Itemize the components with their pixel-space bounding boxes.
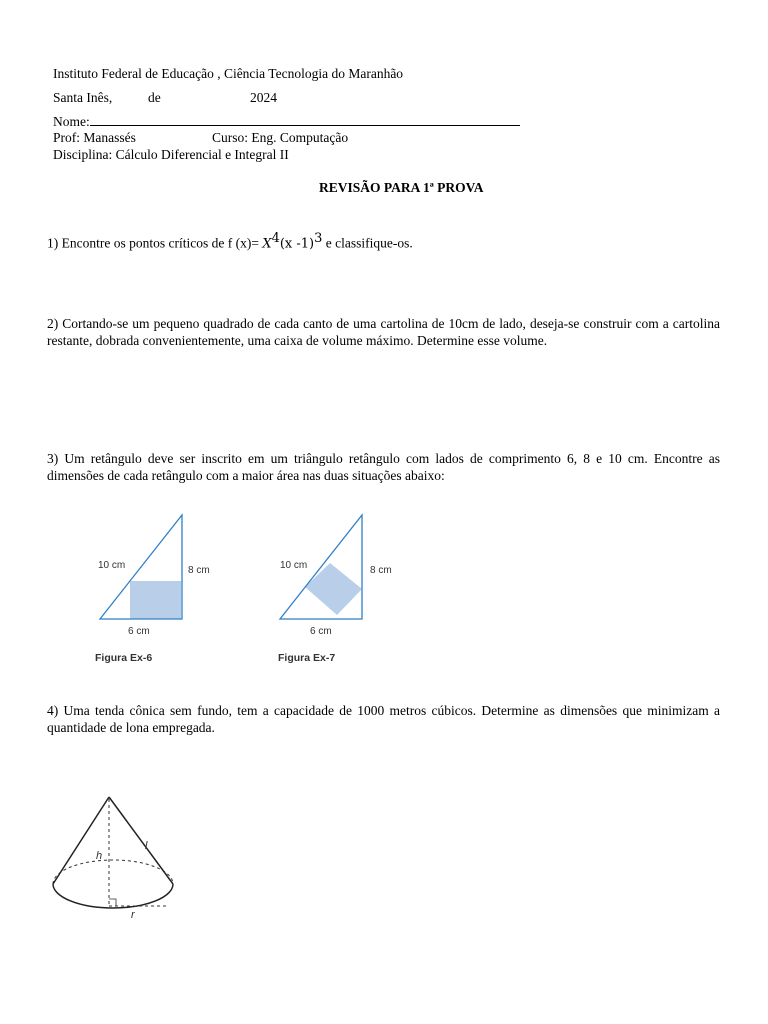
inscribed-rectangle [130, 581, 181, 619]
date-de: de [148, 90, 161, 105]
question-1 [47, 231, 413, 252]
date-year: 2024 [250, 90, 277, 105]
question-1-suffix: e classifique-os. [322, 235, 413, 251]
question-2: 2) Cortando-se um pequeno quadrado de cada canto de uma cartolina de 10cm de lado, deseja-se construir com a cartolina restante, dobrada convenientemente, uma caixa de volume máximo. Determine esse volume. [47, 316, 720, 348]
question-1-mid: (x -1) [279, 236, 315, 252]
right-angle-mark [109, 899, 116, 906]
side-label: 8 cm [188, 565, 210, 576]
cone-right-edge [109, 797, 173, 884]
question-3: 3) Um retângulo deve ser inscrito em um triângulo retângulo com lados de comprimento 6, 8 e 10 cm. Encontre as dimensões de cada retângulo com a maior área nas duas situações abaixo: [47, 451, 720, 483]
side-label: 8 cm [370, 565, 392, 576]
hypotenuse-label: 10 cm [280, 560, 308, 571]
figure-caption: Figura Ex-7 [278, 652, 336, 664]
base-label: 6 cm [310, 626, 332, 637]
institution-name: Instituto Federal de Educação , Ciência Tecnologia do Maranhão [53, 66, 404, 81]
question-1-exp2: 3 [314, 231, 323, 246]
cone-base-back [53, 860, 173, 884]
figure-ex-7 [270, 505, 420, 665]
nome-field[interactable] [53, 113, 520, 130]
radius-label: r [131, 909, 135, 921]
cone-base-front [53, 884, 173, 908]
date-city: Santa Inês, [53, 90, 113, 105]
curso: Curso: Eng. Computação [212, 130, 349, 145]
page-title: REVISÃO PARA 1ª PROVA [319, 180, 484, 195]
question-1-prefix: 1) Encontre os pontos críticos de f (x)= [47, 235, 259, 251]
question-4: 4) Uma tenda cônica sem fundo, tem a capacidade de 1000 metros cúbicos. Determine as dimensões que minimizam a quantidade de lona empregada. [47, 703, 720, 735]
nome-label: Nome: [53, 114, 90, 129]
cone-left-edge [53, 797, 109, 884]
question-1-exp1: 4 [271, 231, 280, 246]
slant-label: l [145, 840, 148, 852]
hypotenuse-label: 10 cm [98, 560, 126, 571]
question-1-var: X [262, 236, 272, 252]
height-label: h [96, 850, 103, 862]
figure-caption: Figura Ex-6 [95, 652, 153, 664]
base-label: 6 cm [128, 626, 150, 637]
cone-figure [45, 785, 180, 945]
professor: Prof: Manassés [53, 130, 136, 145]
disciplina: Disciplina: Cálculo Diferencial e Integral II [53, 147, 289, 162]
figure-ex-6 [90, 505, 240, 665]
nome-underline[interactable] [90, 113, 520, 126]
inscribed-rectangle [305, 563, 362, 615]
